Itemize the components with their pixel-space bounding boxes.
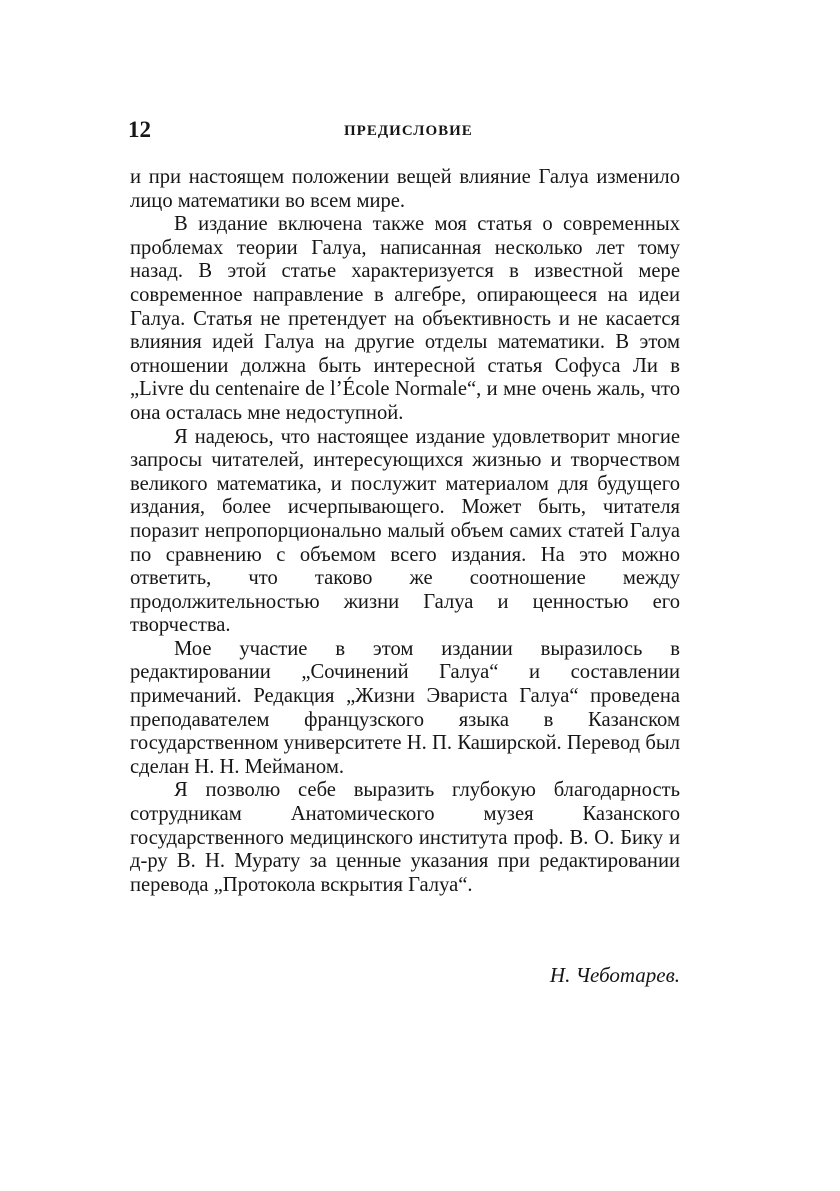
page-number: 12	[128, 117, 151, 142]
paragraph: Я позволю себе выразить глубокую благодарность сотрудникам Анатомического музея Казанского государственного медицинского института проф. В. О. Бику и д-ру В. Н. Мурату за ценные указания при редактировании перевода „Протокола вскрытия Галуа“.	[130, 779, 680, 896]
paragraph: В издание включена также моя статья о современных проблемах теории Галуа, написанная несколько лет тому назад. В этой статье характеризуется в известной мере современное направление в алгебре, опирающееся на идеи Галуа. Статья не претендует на объективность и не касается влияния идей Галуа на другие отделы математики. В этом отношении должна быть интересной статья Софуса Ли в „Livre du centenaire de l’École Normale“, и мне очень жаль, что она осталась мне недоступной.	[130, 213, 680, 424]
paragraph: Мое участие в этом издании выразилось в редактировании „Сочинений Галуа“ и составлении примечаний. Редакция „Жизни Эвариста Галуа“ проведена преподавателем французского языка в Казанском государственном университете Н. П. Каширской. Перевод был сделан Н. Н. Мейманом.	[130, 637, 680, 778]
paragraph: и при настоящем положении вещей влияние Галуа изменило лицо математики во всем мире.	[130, 166, 680, 212]
paragraph: Я надеюсь, что настоящее издание удовлетворит многие запросы читателей, интересующихся жизнью и творчеством великого математика, и послужит материалом для будущего издания, более исчерпывающего. Может быть, читателя поразит непропорционально малый объем самих статей Галуа по сравнению с объемом всего издания. На это можно ответить, что таково же соотношение между продолжительностью жизни Галуа и ценностью его творчества.	[130, 425, 680, 637]
body-text	[130, 166, 680, 897]
author-signature: Н. Чеботарев.	[549, 963, 680, 987]
running-head: ПРЕДИСЛОВИЕ	[344, 123, 473, 139]
